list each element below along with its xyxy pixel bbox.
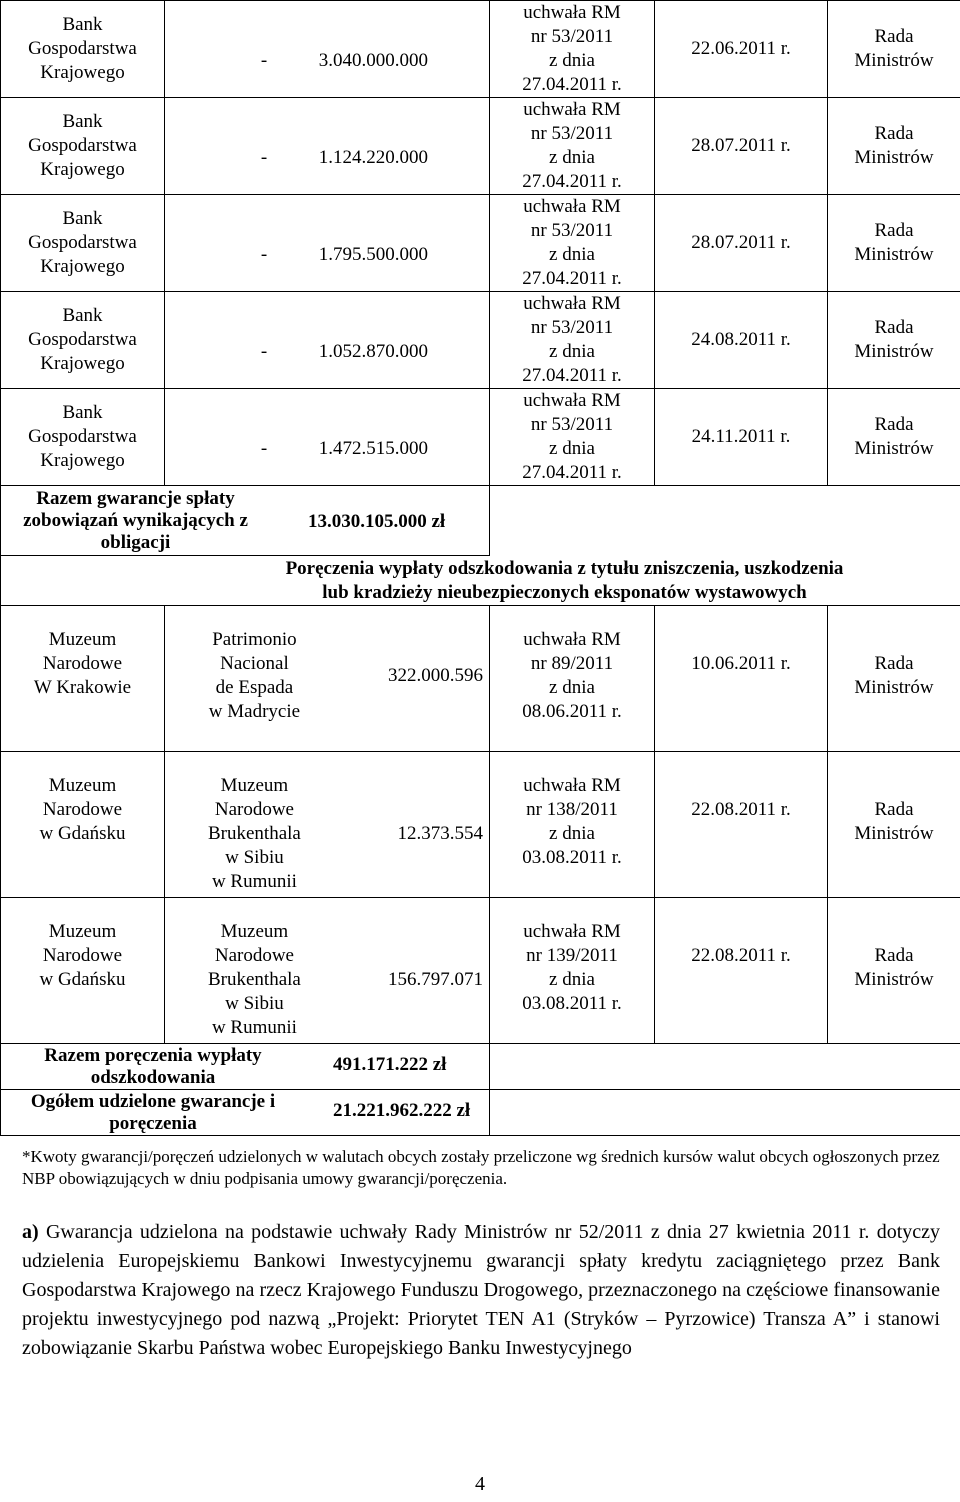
resolution-cell (490, 898, 655, 1044)
resolution-line: z dnia (549, 50, 595, 71)
resolution-line: z dnia (549, 341, 595, 362)
blank-cell (490, 486, 960, 556)
issuer-cell (828, 1, 960, 98)
beneficiary-line: Bank (62, 305, 103, 326)
issuer-line: Ministrów (854, 438, 934, 459)
resolution-line: uchwała RM (523, 293, 621, 314)
beneficiary-line: Gospodarstwa (28, 135, 137, 156)
beneficiary-line: Gospodarstwa (28, 329, 137, 350)
surety-row (1, 898, 960, 1044)
amount-cell (165, 195, 490, 292)
beneficiary-line: w Gdańsku (39, 969, 126, 990)
guarantee-row (1, 195, 960, 292)
issuer-line: Ministrów (854, 969, 934, 990)
resolution-line: z dnia (549, 438, 595, 459)
beneficiary-line: Bank (62, 402, 103, 423)
beneficiary-line: Gospodarstwa (28, 426, 137, 447)
date-value: 22.06.2011 r. (691, 38, 791, 59)
guarantee-total-label: Razem gwarancje spłaty zobowiązań wynikających z obligacji (23, 487, 248, 553)
resolution-line: nr 138/2011 (526, 799, 618, 820)
surety-total-row (1, 1044, 960, 1090)
issuer-line: Rada (874, 653, 914, 674)
entity-line: Brukenthala (208, 969, 301, 990)
surety-total-label: Razem poręczenia wypłaty odszkodowania (44, 1044, 262, 1088)
date-cell (655, 1, 828, 98)
issuer-cell (828, 389, 960, 486)
explanatory-paragraph (22, 1218, 940, 1363)
entity-amount-cell (165, 752, 490, 898)
resolution-line: uchwała RM (523, 196, 621, 217)
entity-line: Muzeum (220, 921, 289, 942)
date-cell (655, 195, 828, 292)
resolution-line: 27.04.2011 r. (522, 365, 622, 386)
dash: - (260, 50, 268, 71)
guarantee-total-amount: 13.030.105.000 zł (308, 510, 446, 532)
guarantee-total-cell (1, 486, 490, 556)
entity-line: Patrimonio (212, 629, 297, 650)
date-cell (655, 292, 828, 389)
issuer-line: Ministrów (854, 823, 934, 844)
entity-line: w Sibiu (225, 993, 284, 1014)
guarantee-row (1, 389, 960, 486)
date-value: 10.06.2011 r. (691, 653, 791, 674)
resolution-line: z dnia (549, 969, 595, 990)
amount-value: 12.373.554 (397, 823, 483, 844)
beneficiary-line: Krajowego (40, 62, 125, 83)
surety-total-amount: 491.171.222 zł (333, 1053, 447, 1075)
entity-line: w Rumunii (211, 1017, 297, 1038)
issuer-line: Ministrów (854, 341, 934, 362)
entity-amount-cell (165, 606, 490, 752)
resolution-cell (490, 752, 655, 898)
issuer-line: Rada (874, 799, 914, 820)
resolution-line: z dnia (549, 823, 595, 844)
beneficiary-line: Muzeum (48, 629, 117, 650)
resolution-line: uchwała RM (523, 629, 621, 650)
beneficiary-cell (1, 1, 165, 98)
resolution-line: nr 139/2011 (526, 945, 618, 966)
resolution-line: 03.08.2011 r. (522, 847, 622, 868)
resolution-line: nr 53/2011 (530, 414, 614, 435)
resolution-cell (490, 389, 655, 486)
beneficiary-line: Muzeum (48, 921, 117, 942)
date-cell (655, 898, 828, 1044)
beneficiary-line: Narodowe (42, 945, 123, 966)
grand-total-label: Ogółem udzielone gwarancje i poręczenia (30, 1090, 276, 1134)
date-value: 22.08.2011 r. (691, 945, 791, 966)
issuer-line: Rada (874, 26, 914, 47)
beneficiary-cell (1, 389, 165, 486)
entity-line: w Rumunii (211, 871, 297, 892)
grand-total-amount: 21.221.962.222 zł (333, 1099, 471, 1121)
guarantee-total-row (1, 486, 960, 556)
resolution-line: z dnia (549, 244, 595, 265)
issuer-cell (828, 752, 960, 898)
amount-cell (165, 389, 490, 486)
date-cell (655, 606, 828, 752)
amount-value: 156.797.071 (388, 969, 483, 990)
entity (165, 774, 344, 894)
resolution-line: uchwała RM (523, 390, 621, 411)
entity-line: Brukenthala (208, 823, 301, 844)
resolution-cell (490, 606, 655, 752)
entity (165, 920, 344, 1040)
date-cell (655, 98, 828, 195)
beneficiary-line: Narodowe (42, 653, 123, 674)
resolution-line: uchwała RM (523, 921, 621, 942)
guarantee-row (1, 98, 960, 195)
entity-line: Narodowe (214, 799, 294, 820)
blank-cell (490, 1090, 960, 1136)
resolution-line: 27.04.2011 r. (522, 171, 622, 192)
resolution-line: 27.04.2011 r. (522, 462, 622, 483)
amount-value: 1.052.870.000 (318, 341, 428, 362)
resolution-line: nr 53/2011 (530, 317, 614, 338)
resolution-line: z dnia (549, 677, 595, 698)
issuer-line: Ministrów (854, 50, 934, 71)
beneficiary-line: Narodowe (42, 799, 123, 820)
beneficiary-line: w Gdańsku (39, 823, 126, 844)
issuer-line: Ministrów (854, 244, 934, 265)
resolution-line: nr 89/2011 (530, 653, 614, 674)
amount-value: 322.000.596 (388, 665, 483, 686)
entity (165, 628, 344, 724)
grand-total-cell (1, 1090, 490, 1136)
date-value: 24.08.2011 r. (691, 329, 791, 350)
issuer-line: Ministrów (854, 147, 934, 168)
resolution-line: uchwała RM (523, 99, 621, 120)
resolution-cell (490, 1, 655, 98)
issuer-cell (828, 195, 960, 292)
beneficiary-cell (1, 898, 165, 1044)
beneficiary-line: Krajowego (40, 353, 125, 374)
dash: - (260, 438, 268, 459)
amount-cell (165, 1, 490, 98)
beneficiary-line: Gospodarstwa (28, 38, 137, 59)
resolution-cell (490, 195, 655, 292)
entity-line: w Madrycie (208, 701, 301, 722)
resolution-cell (490, 98, 655, 195)
resolution-line: 27.04.2011 r. (522, 74, 622, 95)
resolution-line: 03.08.2011 r. (522, 993, 622, 1014)
beneficiary-line: Bank (62, 208, 103, 229)
entity-amount-cell (165, 898, 490, 1044)
page-number: 4 (475, 1473, 485, 1495)
entity-line: w Sibiu (225, 847, 284, 868)
guarantee-row (1, 292, 960, 389)
resolution-cell (490, 292, 655, 389)
footnote: *Kwoty gwarancji/poręczeń udzielonych w walutach obcych zostały przeliczone wg średnich kursów walut obcych ogłoszonych przez NBP obowiązujących w dniu podpisania umowy gwarancji/poręczenia. (22, 1147, 940, 1188)
blank-cell (490, 1044, 960, 1090)
beneficiary-line: Gospodarstwa (28, 232, 137, 253)
beneficiary-cell (1, 292, 165, 389)
issuer-line: Rada (874, 220, 914, 241)
issuer-cell (828, 292, 960, 389)
amount-value: 1.472.515.000 (318, 438, 428, 459)
beneficiary-cell (1, 606, 165, 752)
dash: - (260, 147, 268, 168)
resolution-line: z dnia (549, 147, 595, 168)
resolution-line: nr 53/2011 (530, 220, 614, 241)
issuer-line: Rada (874, 123, 914, 144)
surety-total-cell (1, 1044, 490, 1090)
issuer-line: Rada (874, 945, 914, 966)
date-value: 22.08.2011 r. (691, 799, 791, 820)
issuer-line: Rada (874, 317, 914, 338)
amount-cell (165, 292, 490, 389)
section-heading-line: Poręczenia wypłaty odszkodowania z tytułu zniszczenia, uszkodzenia (285, 557, 844, 579)
issuer-cell (828, 606, 960, 752)
resolution-line: nr 53/2011 (530, 26, 614, 47)
entity-line: Narodowe (214, 945, 294, 966)
beneficiary-cell (1, 752, 165, 898)
issuer-line: Ministrów (854, 677, 934, 698)
entity-line: Nacional (220, 653, 289, 674)
entity-line: Muzeum (220, 775, 289, 796)
issuer-cell (828, 898, 960, 1044)
surety-row (1, 752, 960, 898)
beneficiary-line: Krajowego (40, 159, 125, 180)
beneficiary-cell (1, 195, 165, 292)
date-value: 28.07.2011 r. (691, 135, 791, 156)
amount-value: 3.040.000.000 (318, 50, 428, 71)
issuer-cell (828, 98, 960, 195)
resolution-line: uchwała RM (523, 775, 621, 796)
date-cell (655, 389, 828, 486)
surety-row (1, 606, 960, 752)
beneficiary-line: Krajowego (40, 256, 125, 277)
date-cell (655, 752, 828, 898)
section-heading-row (1, 556, 960, 606)
amount-cell (165, 98, 490, 195)
resolution-line: 08.06.2011 r. (522, 701, 622, 722)
beneficiary-line: Muzeum (48, 775, 117, 796)
beneficiary-line: Krajowego (40, 450, 125, 471)
section-heading-line: lub kradzieży nieubezpieczonych eksponatów wystawowych (322, 581, 807, 603)
dash: - (260, 341, 268, 362)
amount-value: 1.795.500.000 (318, 244, 428, 265)
resolution-line: uchwała RM (523, 2, 621, 23)
beneficiary-line: Bank (62, 111, 103, 132)
date-value: 28.07.2011 r. (691, 232, 791, 253)
entity-line: de Espada (215, 677, 294, 698)
beneficiary-cell (1, 98, 165, 195)
amount-value: 1.124.220.000 (318, 147, 428, 168)
resolution-line: 27.04.2011 r. (522, 268, 622, 289)
paragraph-label: a) (22, 1221, 39, 1243)
section-heading (1, 556, 960, 606)
grand-total-row (1, 1090, 960, 1136)
resolution-line: nr 53/2011 (530, 123, 614, 144)
beneficiary-line: Bank (62, 14, 103, 35)
date-value: 24.11.2011 r. (691, 426, 791, 447)
guarantee-row (1, 1, 960, 98)
beneficiary-line: W Krakowie (33, 677, 132, 698)
paragraph-text: Gwarancja udzielona na podstawie uchwały Rady Ministrów nr 52/2011 z dnia 27 kwietnia 2011 r. dotyczy udzielenia Europejskiemu Bankowi Inwestycyjnemu gwarancji spłaty kredytu zaciągniętego przez Bank Gospodarstwa Krajowego na rzecz Krajowego Funduszu Drogowego, przeznaczonego na częściowe finansowanie projektu inwestycyjnego pod nazwą „Projekt: Priorytet TEN A1 (Stryków – Pyrzowice) Transza A” i stanowi zobowiązanie Skarbu Państwa wobec Europejskiego Banku Inwestycyjnego (22, 1221, 940, 1359)
dash: - (260, 244, 268, 265)
issuer-line: Rada (874, 414, 914, 435)
